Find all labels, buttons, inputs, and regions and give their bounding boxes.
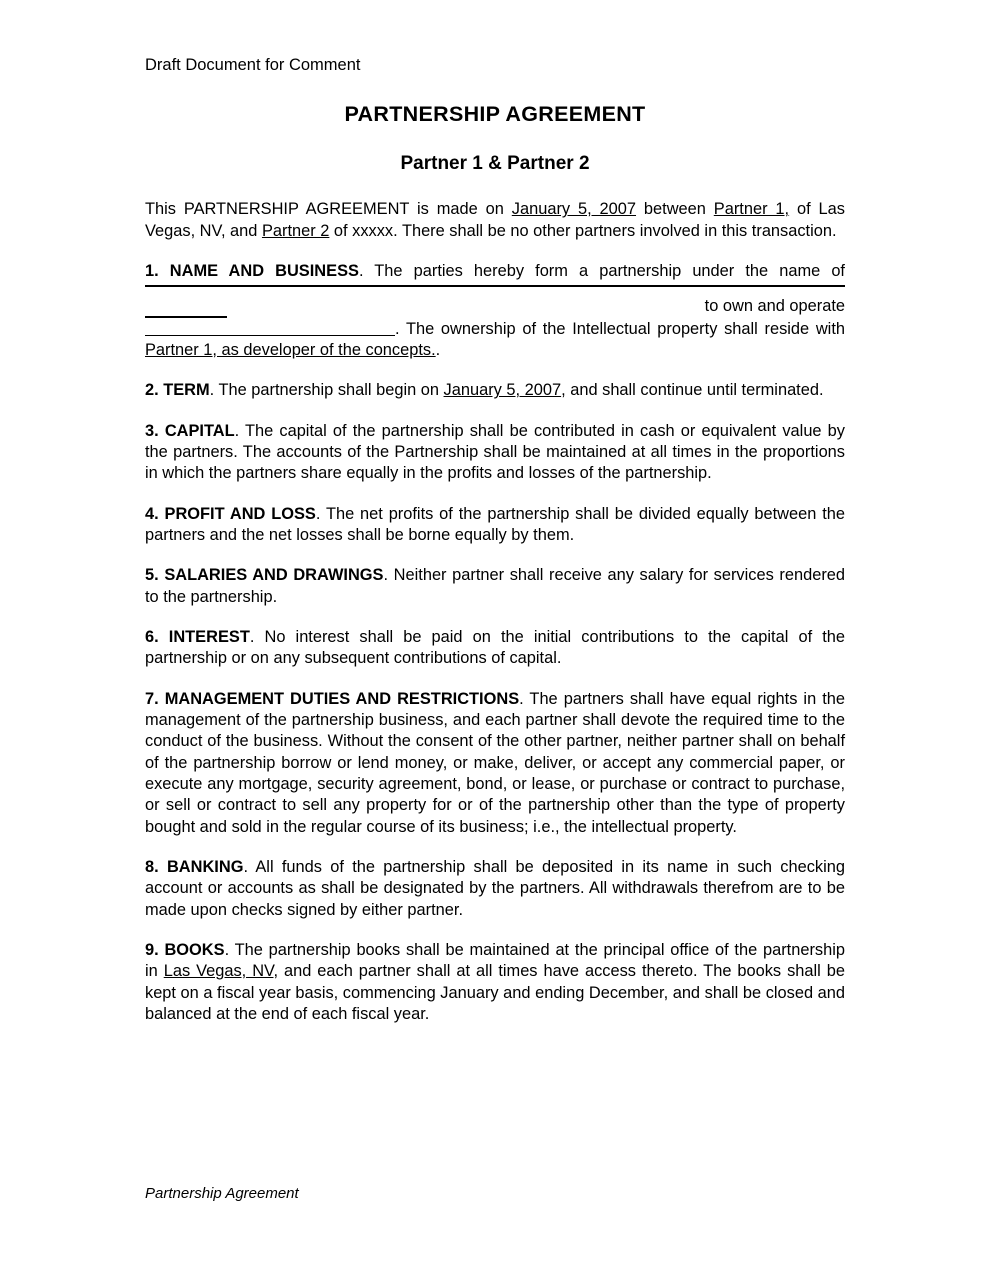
section-5-text: . Neither partner shall receive any salary for services rendered to the partnership. [145,566,846,606]
section-1-blank-row [145,296,845,317]
section-5 [145,565,845,608]
section-2 [145,380,845,401]
intro-paragraph [145,199,845,242]
section-1-tail [145,319,845,362]
intro-partner1: Partner 1, [713,200,790,219]
section-1-tail-underlined: Partner 1, as developer of the concepts. [145,341,436,360]
section-7 [145,689,845,838]
section-9-text-before: . The partnership books shall be maintained at the principal office of the partnership in [145,940,845,981]
section-7-text: . The partners shall have equal rights in the management of the partnership business, and each partner shall devote the required time to the conduct of the business. Without the consent of the other partner, neither partner shall on behalf of the partnership borrow or lend money, or make, deliver, or accept any commercial paper, or execute any mortgage, security agreement, bond, or lease, or purchase or contract to purchase, or sell or contract to sell any property for or of the partnership other than the type of property bought and sold in the regular course of its business; i.e., the intellectual property. [145,689,846,836]
document-title: PARTNERSHIP AGREEMENT [344,102,646,127]
intro-text-2: between [636,200,714,219]
section-7-heading: MANAGEMENT DUTIES AND RESTRICTIONS [164,689,520,708]
section-1-tail-suffix: . [435,341,441,360]
section-5-number: 5. [145,566,159,585]
section-9-number: 9. [145,940,159,959]
section-6-text: . No interest shall be paid on the initial contributions to the capital of the partnership or on any subsequent contributions of capital. [145,628,846,668]
section-9 [145,940,845,1025]
section-8 [145,857,845,921]
section-4 [145,504,845,547]
section-1-tail-prefix: to own and operate [704,297,845,316]
blank-fill-line-1[interactable] [145,285,845,287]
intro-partner2: Partner 2 [261,221,330,240]
section-2-number: 2. [145,381,159,400]
section-8-number: 8. [145,857,159,876]
section-2-text-before: . The partnership shall begin on [209,381,444,400]
section-4-number: 4. [145,504,159,523]
section-7-number: 7. [145,689,159,708]
document-body [145,55,845,1044]
intro-text-1: This PARTNERSHIP AGREEMENT is made on [145,200,512,219]
section-3-text: . The capital of the partnership shall be contributed in cash or equivalent value by the partners. The accounts of the Partnership shall be maintained at all times in the proportions in which the partners share equally in the profits and losses of the partnership. [145,421,845,483]
section-3 [145,421,845,485]
section-6-number: 6. [145,628,159,647]
section-1-tail-middle: . The ownership of the Intellectual property shall reside with [395,319,845,338]
section-9-underlined: Las Vegas, NV [163,962,274,981]
section-2-heading: TERM [163,381,210,400]
blank-fill-line-2[interactable] [145,304,227,318]
draft-note: Draft Document for Comment [145,56,361,74]
section-1 [145,261,845,361]
section-5-heading: SALARIES AND DRAWINGS [164,566,384,585]
intro-date: January 5, 2007 [511,200,637,219]
section-1-heading: NAME AND BUSINESS [169,262,359,281]
blank-fill-line-3[interactable] [145,323,395,336]
section-2-text-after: , and shall continue until terminated. [561,381,824,400]
section-6 [145,627,845,670]
page-footer: Partnership Agreement [145,1185,299,1202]
section-6-heading: INTEREST [168,628,250,647]
intro-text-3: of Las Vegas, NV, and [145,200,845,240]
section-8-text: . All funds of the partnership shall be deposited in its name in such checking account or accounts as shall be designated by the partners. All withdrawals therefrom are to be made upon checks signed by either partner. [145,857,845,919]
section-4-heading: PROFIT AND LOSS [164,504,316,523]
section-2-underlined: January 5, 2007 [443,381,562,400]
section-9-heading: BOOKS [164,940,225,959]
section-1-lead [145,261,845,282]
section-9-text-after: , and each partner shall at all times have access thereto. The books shall be kept on a fiscal year basis, commencing January and ending December, and shall be closed and balanced at the end of each fiscal year. [145,962,845,1023]
section-3-number: 3. [145,421,159,440]
document-subtitle: Partner 1 & Partner 2 [400,153,590,175]
section-4-text: . The net profits of the partnership shall be divided equally between the partners and the net losses shall be borne equally by them. [145,504,845,545]
section-3-heading: CAPITAL [164,421,235,440]
section-8-heading: BANKING [166,857,244,876]
section-1-number: 1. [145,262,159,281]
section-1-lead-text: . The parties hereby form a partnership under the name of [358,262,845,281]
intro-text-4: of xxxxx. There shall be no other partners involved in this transaction. [329,221,837,240]
